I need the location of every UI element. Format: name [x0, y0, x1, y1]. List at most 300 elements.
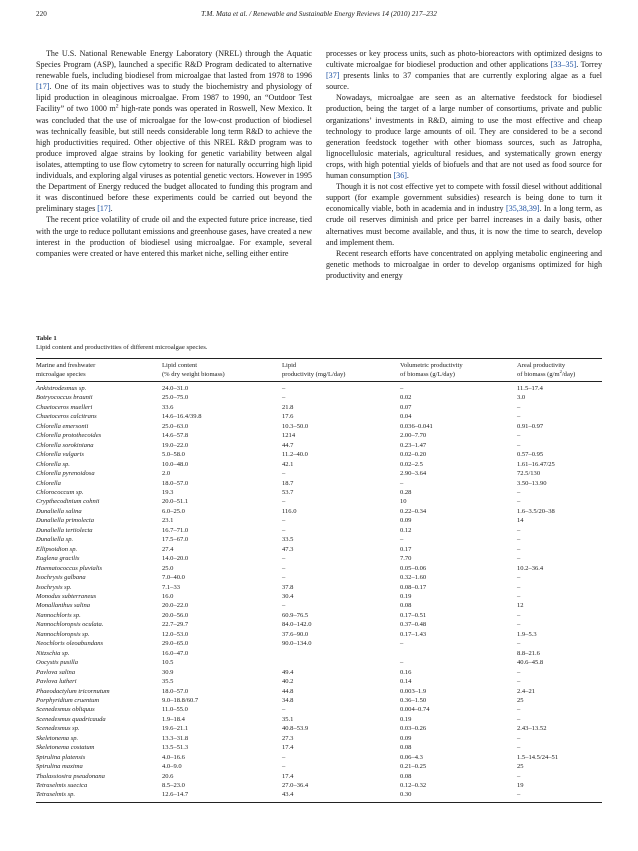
lipid-productivity-cell: 90.0–134.0 — [282, 640, 312, 648]
areal-productivity-cell: 25 — [517, 696, 524, 704]
table-row — [36, 431, 602, 440]
lipid-productivity-cell: 37.8 — [282, 583, 294, 591]
species-cell: Spirulina maxima — [36, 763, 83, 771]
table-row — [36, 507, 602, 516]
lipid-productivity-cell: 30.4 — [282, 592, 294, 600]
table-row — [36, 516, 602, 525]
citation-link[interactable]: [17] — [36, 82, 50, 92]
lipid-productivity-cell: 40.2 — [282, 678, 294, 686]
lipid-content-cell: 18.0–57.0 — [162, 687, 189, 695]
lipid-content-cell: 20.0–51.1 — [162, 498, 189, 506]
lipid-productivity-cell: 37.6–90.0 — [282, 630, 309, 638]
lipid-productivity-cell: – — [282, 498, 286, 506]
species-cell: Euglena gracilis — [36, 555, 80, 563]
lipid-content-cell: 20.6 — [162, 772, 174, 780]
lipid-productivity-cell: 44.8 — [282, 687, 294, 695]
areal-productivity-cell: – — [517, 545, 521, 553]
species-cell: Skeletonema costatum — [36, 744, 95, 752]
volumetric-productivity-cell: 0.32–1.60 — [400, 574, 427, 582]
volumetric-productivity-cell: 0.21–0.25 — [400, 763, 427, 771]
header-line: Lipid — [282, 362, 297, 369]
table-row — [36, 734, 602, 743]
table-row — [36, 422, 602, 431]
lipid-content-cell: 16.0–47.0 — [162, 649, 189, 657]
lipid-content-cell: 19.3 — [162, 488, 174, 496]
volumetric-productivity-cell: 0.28 — [400, 488, 412, 496]
lipid-content-cell: 22.7–29.7 — [162, 621, 189, 629]
volumetric-productivity-cell: – — [400, 479, 404, 487]
areal-productivity-cell: – — [517, 555, 521, 563]
lipid-content-cell: 25.0–63.0 — [162, 422, 189, 430]
column-header — [36, 359, 162, 382]
areal-productivity-cell: – — [517, 403, 521, 411]
citation-link[interactable]: [17] — [97, 204, 111, 214]
table-caption — [36, 334, 602, 352]
species-cell: Nannochloris sp. — [36, 611, 81, 619]
volumetric-productivity-cell: 7.70 — [400, 555, 412, 563]
right-column — [326, 48, 602, 281]
journal-running-title: T.M. Mata et al. / Renewable and Sustainable Energy Reviews 14 (2010) 217–232 — [201, 10, 437, 18]
table-row — [36, 403, 602, 412]
lipid-productivity-cell: – — [282, 753, 286, 761]
lipid-content-cell: 35.5 — [162, 678, 174, 686]
superscript: 2 — [115, 103, 119, 110]
areal-productivity-cell: – — [517, 498, 521, 506]
table-label: Table 1 — [36, 335, 57, 342]
species-cell: Botryococcus braunii — [36, 394, 93, 402]
lipid-content-cell: 24.0–31.0 — [162, 385, 189, 392]
lipid-content-cell: 25.0 — [162, 564, 174, 572]
areal-productivity-cell: – — [517, 611, 521, 619]
text-run: Though it is not cost effective yet to compete with fossil diesel without additional support (for example government subsidies) research is being done to turn it economically viable, both in academia and in industry — [326, 182, 602, 214]
areal-productivity-cell: 3.50–13.90 — [517, 479, 547, 487]
lipid-content-cell: 16.7–71.0 — [162, 526, 189, 534]
volumetric-productivity-cell: 0.08–0.17 — [400, 583, 427, 591]
lipid-content-cell: 17.5–67.0 — [162, 536, 189, 544]
table-row — [36, 753, 602, 762]
areal-productivity-cell: – — [517, 583, 521, 591]
species-cell: Crypthecodinium cohnii — [36, 498, 100, 506]
species-cell: Nannochloropsis sp. — [36, 630, 90, 638]
species-cell: Skeletonema sp. — [36, 734, 79, 742]
column-header — [162, 359, 282, 382]
lipid-content-cell: 10.5 — [162, 659, 174, 667]
text-run: . — [406, 171, 409, 181]
citation-link[interactable]: [36] — [393, 171, 407, 181]
areal-productivity-cell: – — [517, 791, 521, 799]
species-cell: Chlorella — [36, 479, 61, 487]
areal-productivity-cell: 1.6–3.5/20–38 — [517, 507, 555, 515]
areal-productivity-cell: – — [517, 441, 521, 449]
text-run: . Torrey — [576, 60, 602, 70]
lipid-productivity-cell: 43.4 — [282, 791, 294, 799]
lipid-content-cell: 11.0–55.0 — [162, 706, 188, 714]
volumetric-productivity-cell: 0.14 — [400, 678, 412, 686]
text-run: The U.S. National Renewable Energy Laboratory (NREL) through the Aquatic Species Program (ASP), launched a specific R&D Program dedicated to alternative renewable fuels, including biodiesel from microalgae that lasted from 1978 to 1996 — [36, 49, 312, 81]
volumetric-productivity-cell: 0.08 — [400, 602, 412, 610]
lipid-content-cell: 9.0–18.8/60.7 — [162, 696, 199, 704]
volumetric-productivity-cell: 0.37–0.48 — [400, 621, 427, 629]
column-header — [517, 359, 602, 382]
areal-productivity-cell: 1.9–5.3 — [517, 630, 537, 638]
text-run: . — [110, 204, 113, 214]
lipid-productivity-cell: – — [282, 555, 286, 563]
areal-productivity-cell: 3.0 — [517, 394, 526, 402]
text-run: high-rate ponds was operated in Roswell, New Mexico. It was concluded that the use of microalgae for the low-cost production of biodiesel was technically feasible, but still needs considerable long term R&D to achieve the high productivities required. Other objective of this NREL R&D program was to produce improved algae strains by looking for genetic variability between algal isolates, attempting to use flow cytometry to screen for naturally occurring high lipid individuals, and exploring algal viruses as potential genetic vectors. However in 1995 the Department of Energy reduced the budget allocated to funding this program and it was discontinued before these experiments could be carried out beyond the preliminary stages — [36, 104, 312, 214]
areal-productivity-cell: – — [517, 706, 521, 714]
lipid-productivity-cell: 33.5 — [282, 536, 294, 544]
lipid-content-cell: 5.0–58.0 — [162, 451, 185, 459]
table-row — [36, 382, 602, 394]
species-cell: Scenedesmus obliquus — [36, 706, 95, 714]
species-cell: Isochrysis galbana — [36, 574, 86, 582]
citation-link[interactable]: [35,38,39] — [506, 204, 540, 214]
table-row — [36, 469, 602, 478]
column-header — [282, 359, 400, 382]
species-cell: Scenedesmus sp. — [36, 725, 80, 733]
lipid-productivity-cell: 84.0–142.0 — [282, 621, 312, 629]
species-cell: Dunaliella salina — [36, 507, 82, 515]
lipid-content-cell: 16.0 — [162, 592, 174, 600]
volumetric-productivity-cell: 0.22–0.34 — [400, 507, 427, 515]
volumetric-productivity-cell: 0.04 — [400, 413, 412, 421]
lipid-content-cell: 14.0–20.0 — [162, 555, 189, 563]
areal-productivity-cell: – — [517, 678, 521, 686]
lipid-productivity-cell — [282, 658, 400, 667]
header-line: Volumetric productivity — [400, 362, 463, 369]
lipid-productivity-cell: – — [282, 574, 286, 582]
areal-productivity-cell: 0.91–0.97 — [517, 422, 544, 430]
lipid-productivity-cell: 47.3 — [282, 545, 294, 553]
lipid-content-cell: 12.0–53.0 — [162, 630, 189, 638]
species-cell: Chlorella vulgaris — [36, 451, 84, 459]
lipid-content-cell: 12.6–14.7 — [162, 791, 189, 799]
table-row — [36, 639, 602, 648]
header-line: of biomass (g/m — [517, 371, 560, 378]
lipid-productivity-cell: 17.6 — [282, 413, 294, 421]
table-row — [36, 592, 602, 601]
lipid-content-cell: 14.6–57.8 — [162, 432, 189, 440]
lipid-productivity-cell: 40.8–53.9 — [282, 725, 309, 733]
header-line: /day) — [561, 371, 576, 378]
areal-productivity-cell: – — [517, 734, 521, 742]
areal-productivity-cell: 12 — [517, 602, 524, 610]
text-run: . One of its main objectives was to study the biochemistry and physiology of lipid production in oleaginous microalgae. From 1987 to 1990, an “Outdoor Test Facility” of two 1000 m — [36, 82, 312, 114]
lipid-productivity-cell: 27.3 — [282, 734, 294, 742]
lipid-productivity-cell: 17.4 — [282, 744, 294, 752]
table-row — [36, 412, 602, 421]
table-row — [36, 724, 602, 733]
areal-productivity-cell: – — [517, 668, 521, 676]
lipid-productivity-cell: 116.0 — [282, 507, 297, 515]
table-row — [36, 488, 602, 497]
areal-productivity-cell: – — [517, 526, 521, 534]
areal-productivity-cell: 11.5–17.4 — [517, 385, 543, 392]
lipid-content-cell: 23.1 — [162, 517, 174, 525]
lipid-content-cell: 20.0–56.0 — [162, 611, 189, 619]
lipid-content-cell: 27.4 — [162, 545, 174, 553]
page-number: 220 — [36, 10, 47, 18]
paragraph: Recent research efforts have concentrated on applying metabolic engineering and genetic methods to microalgae in order to develop organisms optimized for high productivity and energy — [326, 248, 602, 280]
areal-productivity-cell: – — [517, 432, 521, 440]
lipid-content-cell: 33.6 — [162, 403, 174, 411]
table-row — [36, 762, 602, 771]
paragraph — [326, 92, 602, 181]
species-cell: Dunaliella sp. — [36, 536, 74, 544]
data-table — [36, 358, 602, 803]
species-cell: Phaeodactylum tricornutum — [36, 687, 110, 695]
lipid-productivity-cell: 10.3–50.0 — [282, 422, 309, 430]
species-cell: Ankistrodesmus sp. — [36, 385, 87, 392]
lipid-content-cell: 1.9–18.4 — [162, 715, 185, 723]
lipid-content-cell: 19.0–22.0 — [162, 441, 189, 449]
species-cell: Chlorella emersonii — [36, 422, 89, 430]
table-row — [36, 535, 602, 544]
volumetric-productivity-cell: 0.05–0.06 — [400, 564, 427, 572]
volumetric-productivity-cell: 2.90–3.64 — [400, 470, 427, 478]
volumetric-productivity-cell: 0.036–0.041 — [400, 422, 433, 430]
table-row — [36, 393, 602, 402]
lipid-content-cell: 7.1–33 — [162, 583, 181, 591]
text-run: presents links to 37 companies that are currently exploring algae as a fuel source. — [326, 71, 602, 92]
table-row — [36, 620, 602, 629]
table-row — [36, 743, 602, 752]
species-cell: Chlorella sp. — [36, 460, 70, 468]
table-row — [36, 687, 602, 696]
lipid-productivity-cell: – — [282, 564, 286, 572]
volumetric-productivity-cell: 0.03–0.26 — [400, 725, 427, 733]
species-cell: Pavlova lutheri — [36, 678, 77, 686]
table-row — [36, 705, 602, 714]
volumetric-productivity-cell: 0.004–0.74 — [400, 706, 430, 714]
lipid-content-cell: 30.9 — [162, 668, 174, 676]
table-row — [36, 441, 602, 450]
volumetric-productivity-cell: 0.30 — [400, 791, 412, 799]
table-row — [36, 677, 602, 686]
species-cell: Chlorella sorokiniana — [36, 441, 94, 449]
species-cell: Spirulina platensis — [36, 753, 86, 761]
species-cell: Monallanthus salina — [36, 602, 91, 610]
header-line: (% dry weight biomass) — [162, 371, 225, 378]
lipid-content-cell: 20.0–22.0 — [162, 602, 189, 610]
table-row — [36, 554, 602, 563]
lipid-productivity-cell: 34.8 — [282, 696, 294, 704]
lipid-productivity-cell: 35.1 — [282, 715, 294, 723]
column-header — [400, 359, 517, 382]
volumetric-productivity-cell: 0.12–0.32 — [400, 782, 427, 790]
table-row — [36, 668, 602, 677]
volumetric-productivity-cell: 0.19 — [400, 592, 412, 600]
species-cell: Tetraselmis suecica — [36, 782, 88, 790]
volumetric-productivity-cell: – — [400, 640, 404, 648]
page-header — [36, 10, 602, 22]
areal-productivity-cell: 1.5–14.5/24–51 — [517, 753, 559, 761]
lipid-productivity-cell: – — [282, 526, 286, 534]
lipid-productivity-cell: 21.8 — [282, 403, 294, 411]
paragraph — [326, 48, 602, 92]
species-cell: Isochrysis sp. — [36, 583, 72, 591]
lipid-productivity-cell: – — [282, 385, 286, 392]
table-row — [36, 526, 602, 535]
areal-productivity-cell: 2.43–13.52 — [517, 725, 547, 733]
table-row — [36, 658, 602, 667]
lipid-productivity-cell: – — [282, 470, 286, 478]
volumetric-productivity-cell: 0.02 — [400, 394, 412, 402]
lipid-content-cell: 6.0–25.0 — [162, 507, 185, 515]
areal-productivity-cell: 72.5/130 — [517, 470, 541, 478]
header-line: Areal productivity — [517, 362, 566, 369]
areal-productivity-cell: – — [517, 413, 521, 421]
species-cell: Chlorella protothecoides — [36, 432, 102, 440]
text-run: Nowadays, microalgae are seen as an alternative feedstock for biodiesel production, being the target of a large number of consortiums, private and public organizations’ investments in R&D, aiming to use the most effective and cheap technology to produce large amounts of oil. They are considered to be a second generation feedstock together with other biomass sources, such as Jatropha, lignocellulosic materials, agricultural residues, and systematically grown energy crops, with high potential yields of biofuels and that are not used as food source for human consumption — [326, 93, 602, 181]
species-cell: Pavlova salina — [36, 668, 76, 676]
volumetric-productivity-cell: 0.19 — [400, 715, 412, 723]
volumetric-productivity-cell: 0.17–1.43 — [400, 630, 427, 638]
table-row — [36, 564, 602, 573]
volumetric-productivity-cell: – — [400, 659, 404, 667]
lipid-content-cell: 13.5–51.3 — [162, 744, 189, 752]
volumetric-productivity-cell: 0.003–1.9 — [400, 687, 427, 695]
paragraph — [326, 181, 602, 248]
species-cell: Thalassiosira pseudonana — [36, 772, 105, 780]
areal-productivity-cell: – — [517, 574, 521, 582]
areal-productivity-cell: – — [517, 715, 521, 723]
areal-productivity-cell: 2.4–21 — [517, 687, 536, 695]
areal-productivity-cell: 40.6–45.8 — [517, 659, 544, 667]
table-row — [36, 781, 602, 790]
citation-link[interactable]: [33–35] — [550, 60, 577, 70]
header-line: microalgae species — [36, 371, 86, 378]
areal-productivity-cell: – — [517, 772, 521, 780]
lipid-productivity-cell: – — [282, 517, 286, 525]
header-line: Marine and freshwater — [36, 362, 96, 369]
table-row — [36, 649, 602, 658]
species-cell: Ellipsoidion sp. — [36, 545, 78, 553]
lipid-productivity-cell: – — [282, 394, 286, 402]
species-cell: Haematococcus pluvialis — [36, 564, 102, 572]
species-cell: Chaetoceros muelleri — [36, 403, 93, 411]
paragraph — [36, 48, 312, 214]
table-row — [36, 497, 602, 506]
areal-productivity-cell: 14 — [517, 517, 524, 525]
paragraph: The recent price volatility of crude oil and the expected future price increase, tied with the urge to reduce pollutant emissions and greenhouse gases, have created a new interest in the production of biodiesel using microalgae. For example, several companies were created or have entered this market niche, selling either entire — [36, 215, 312, 258]
volumetric-productivity-cell: 0.36–1.50 — [400, 696, 427, 704]
species-cell: Nitzschia sp. — [36, 649, 70, 657]
lipid-productivity-cell: 11.2–40.0 — [282, 451, 308, 459]
areal-productivity-cell: – — [517, 488, 521, 496]
lipid-content-cell: 4.0–9.0 — [162, 763, 182, 771]
lipid-content-cell: 25.0–75.0 — [162, 394, 189, 402]
areal-productivity-cell: 10.2–36.4 — [517, 564, 544, 572]
areal-productivity-cell: 25 — [517, 763, 524, 771]
volumetric-productivity-cell: 0.17–0.51 — [400, 611, 427, 619]
lipid-content-cell: 29.0–65.0 — [162, 640, 189, 648]
citation-link[interactable]: [37] — [326, 71, 340, 81]
lipid-productivity-cell: 18.7 — [282, 479, 294, 487]
lipid-content-cell: 7.0–40.0 — [162, 574, 185, 582]
species-cell: Dunaliella tertiolecta — [36, 526, 93, 534]
lipid-productivity-cell: 27.0–36.4 — [282, 782, 309, 790]
areal-productivity-cell: – — [517, 536, 521, 544]
volumetric-productivity-cell: 0.07 — [400, 403, 412, 411]
left-column — [36, 48, 312, 259]
areal-productivity-cell: – — [517, 621, 521, 629]
header-line: productivity (mg/L/day) — [282, 371, 346, 378]
text-run: processes or key process units, such as photo-bioreactors with optimized designs to cultivate microalgae for biodiesel production and other applications — [326, 49, 602, 70]
table-row — [36, 715, 602, 724]
areal-productivity-cell: 0.57–0.95 — [517, 451, 544, 459]
volumetric-productivity-cell: 0.09 — [400, 734, 412, 742]
lipid-productivity-cell: 60.9–76.5 — [282, 611, 309, 619]
lipid-content-cell: 14.6–16.4/39.8 — [162, 413, 202, 421]
header-line: Lipid content — [162, 362, 198, 369]
table-row — [36, 790, 602, 802]
volumetric-productivity-cell: 0.12 — [400, 526, 412, 534]
species-cell: Neochloris oleoabundans — [36, 640, 104, 648]
areal-productivity-cell: – — [517, 592, 521, 600]
areal-productivity-cell: – — [517, 744, 521, 752]
table-row — [36, 583, 602, 592]
lipid-productivity-cell: 42.1 — [282, 460, 294, 468]
lipid-productivity-cell: 53.7 — [282, 488, 294, 496]
table-row — [36, 601, 602, 610]
areal-productivity-cell: 8.8–21.6 — [517, 649, 540, 657]
volumetric-productivity-cell: – — [400, 536, 404, 544]
volumetric-productivity-cell: 2.00–7.70 — [400, 432, 427, 440]
lipid-productivity-cell: 44.7 — [282, 441, 294, 449]
lipid-content-cell: 13.3–31.8 — [162, 734, 189, 742]
text-run: . In a long term, as crude oil reserves diminish and price per barrel increases in a daily basis, other alternatives must become available, and thus, it is now the time to search, develop and implement them. — [326, 204, 602, 247]
areal-productivity-cell: 19 — [517, 782, 524, 790]
volumetric-productivity-cell: 0.02–2.5 — [400, 460, 423, 468]
lipid-productivity-cell: 49.4 — [282, 668, 294, 676]
volumetric-productivity-cell: 0.23–1.47 — [400, 441, 427, 449]
table-header-row — [36, 359, 602, 382]
species-cell: Oocystis pusilla — [36, 659, 79, 667]
lipid-content-cell: 19.6–21.1 — [162, 725, 189, 733]
volumetric-productivity-cell: 0.06–4.3 — [400, 753, 423, 761]
table-row — [36, 545, 602, 554]
table-row — [36, 772, 602, 781]
lipid-productivity-cell: 17.4 — [282, 772, 294, 780]
areal-productivity-cell: 1.61–16.47/25 — [517, 460, 555, 468]
volumetric-productivity-cell: 0.16 — [400, 668, 412, 676]
lipid-productivity-cell — [282, 649, 400, 658]
volumetric-productivity-cell: 10 — [400, 498, 407, 506]
lipid-productivity-cell: – — [282, 763, 286, 771]
lipid-content-cell: 18.0–57.0 — [162, 479, 189, 487]
body-text — [36, 48, 602, 330]
table-title: Lipid content and productivities of different microalgae species. — [36, 344, 208, 351]
lipid-content-cell: 10.0–48.0 — [162, 460, 189, 468]
table-row — [36, 611, 602, 620]
table-body — [36, 382, 602, 803]
header-line: of biomass (g/L/day) — [400, 371, 455, 378]
lipid-productivity-cell: – — [282, 602, 286, 610]
lipid-productivity-cell: – — [282, 706, 286, 714]
lipid-content-cell: 2.0 — [162, 470, 171, 478]
volumetric-productivity-cell: 0.09 — [400, 517, 412, 525]
species-cell: Chlorella pyrenoidosa — [36, 470, 95, 478]
species-cell: Dunaliella primolecta — [36, 517, 95, 525]
volumetric-productivity-cell: 0.08 — [400, 772, 412, 780]
table-row — [36, 696, 602, 705]
areal-productivity-cell: – — [517, 640, 521, 648]
volumetric-productivity-cell: 0.17 — [400, 545, 412, 553]
species-cell: Monodus subterraneus — [36, 592, 97, 600]
table-row — [36, 479, 602, 488]
species-cell: Nannochloropsis oculata. — [36, 621, 104, 629]
